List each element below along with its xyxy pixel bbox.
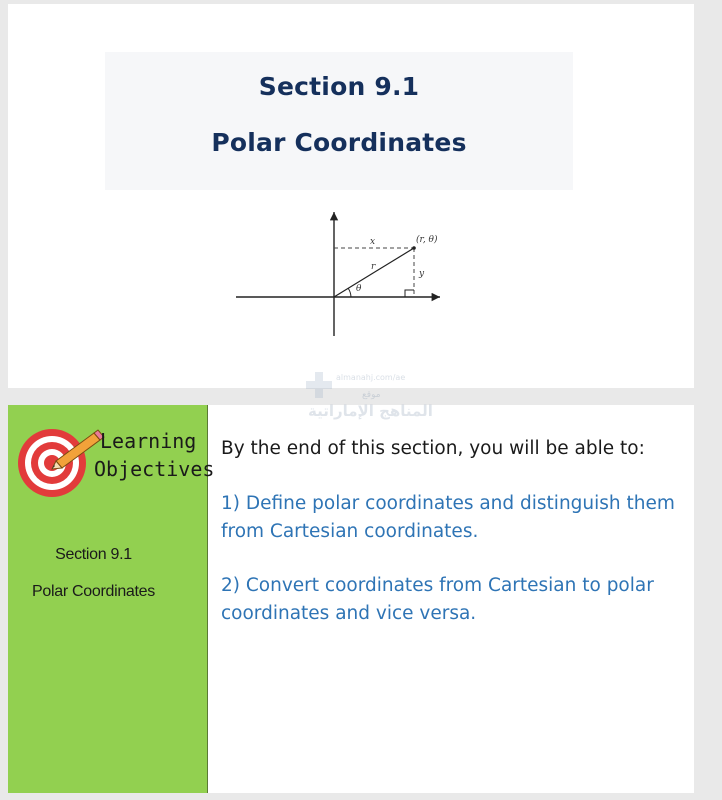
r-label: r [371, 262, 376, 272]
right-angle-mark [405, 290, 414, 297]
watermark-arabic-line2: المناهج الإماراتية [308, 402, 433, 420]
objective-item-2: 2) Convert coordinates from Cartesian to polar coordinates and vice versa. [221, 575, 654, 624]
objectives-sidebar [8, 405, 215, 793]
y-label: y [419, 269, 425, 279]
watermark-arabic-line1: موقع [362, 390, 381, 400]
point-label: (r, θ) [416, 235, 438, 245]
topic-title: Polar Coordinates [211, 128, 467, 157]
watermark-url: almanahj.com/ae [336, 373, 406, 382]
slide-divider [0, 388, 722, 405]
objectives-intro: By the end of this section, you will be able to: [221, 438, 645, 459]
theta-label: θ [356, 284, 362, 294]
radius-line [334, 248, 414, 297]
title-box [105, 52, 573, 190]
slide-objectives [8, 405, 694, 793]
point-marker [412, 246, 416, 250]
sidebar-topic-label: Polar Coordinates [32, 583, 155, 600]
objective-item-1: 1) Define polar coordinates and distinguish them from Cartesian coordinates. [221, 493, 675, 542]
angle-arc [348, 288, 351, 297]
learning-objectives-heading [94, 427, 220, 483]
section-title: Section 9.1 [258, 72, 420, 101]
heading-line-learning: Learning [100, 429, 197, 453]
sidebar-section-label: Section 9.1 [55, 546, 132, 563]
polar-coordinates-diagram [228, 202, 458, 342]
heading-line-objectives: Objectives [94, 457, 215, 481]
x-label: x [370, 237, 376, 247]
slide-title [8, 4, 694, 388]
